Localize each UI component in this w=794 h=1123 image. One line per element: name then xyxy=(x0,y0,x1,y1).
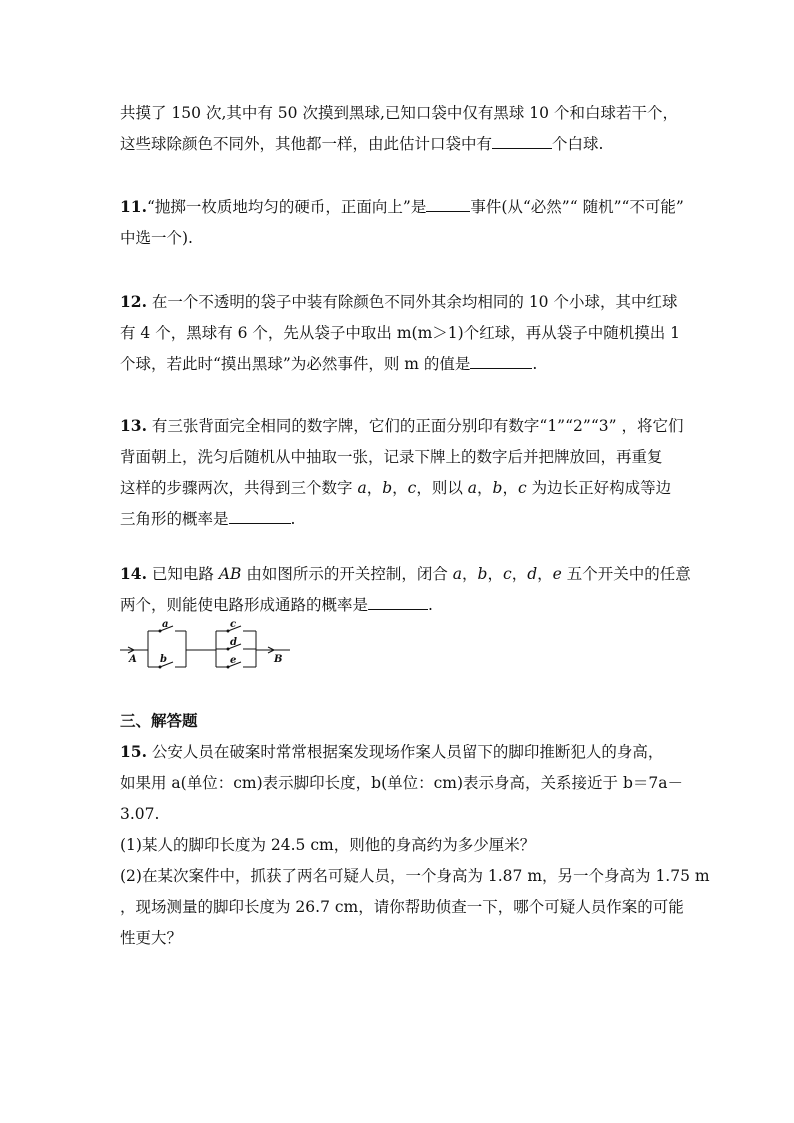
q11-line-1 xyxy=(120,197,684,217)
q13-line-2: 背面朝上，洗匀后随机从中抽取一张，记录下牌上的数字后并把牌放回，再重复 xyxy=(120,448,663,466)
var-b: b xyxy=(492,479,503,497)
label-e: e xyxy=(230,655,237,666)
q14-line-1 xyxy=(120,564,691,584)
var-c: c xyxy=(407,479,417,497)
var-a: a xyxy=(357,479,367,497)
label-d: d xyxy=(230,637,237,648)
answer-blank xyxy=(229,509,291,524)
label-a: a xyxy=(162,619,169,630)
q15-line-5: (2)在某次案件中，抓获了两名可疑人员，一个身高为 1.87 m，另一个身高为 1.75 m xyxy=(120,867,710,885)
q14-line-1-a: 已知电路 xyxy=(146,565,219,583)
separator: ， xyxy=(487,565,503,583)
q12-line-3-post: . xyxy=(532,355,538,373)
var-b: b xyxy=(382,479,393,497)
q14-line-2 xyxy=(120,595,433,615)
answer-blank xyxy=(470,354,532,369)
q13-line-3-c: 为边长正好构成等边 xyxy=(526,479,672,497)
question-number: 11. xyxy=(120,197,147,216)
q15-line-7: 性更大？ xyxy=(120,929,183,947)
question-number: 14. xyxy=(120,564,147,583)
q13-line-4 xyxy=(120,509,295,529)
question-number: 15. xyxy=(120,742,147,761)
var-b: b xyxy=(477,565,488,583)
label-A: A xyxy=(129,654,137,665)
q14-line-1-b: 由如图所示的开关控制，闭合 xyxy=(241,565,453,583)
q13-line-3-b: ，则以 xyxy=(416,479,468,497)
q10-line-1: 共摸了 150 次,其中有 50 次摸到黑球,已知口袋中仅有黑球 10 个和白球若干个， xyxy=(120,104,678,122)
q10-line-2 xyxy=(120,134,603,154)
q15-line-4: (1)某人的脚印长度为 24.5 cm，则他的身高约为多少厘米？ xyxy=(120,836,536,854)
q14-line-1-c: 五个开关中的任意 xyxy=(561,565,691,583)
separator: ， xyxy=(462,565,478,583)
label-c: c xyxy=(230,619,237,630)
answer-blank xyxy=(426,197,470,212)
q14-line-2-pre: 两个，则能使电路形成通路的概率是 xyxy=(120,596,369,614)
q10-line-2-pre: 这些球除颜色不同外，其他都一样，由此估计口袋中有 xyxy=(120,135,493,153)
q11-line-1-post: 事件(从“必然”“ 随机”“不可能” xyxy=(470,198,684,216)
separator: ， xyxy=(502,479,518,497)
q13-line-1-text: 有三张背面完全相同的数字牌，它们的正面分别印有数字“1”“2”“3” ，将它们 xyxy=(146,417,684,435)
separator: ， xyxy=(537,565,553,583)
q15-line-1-text: 公安人员在破案时常常根据案发现场作案人员留下的脚印推断犯人的身高， xyxy=(146,743,664,761)
separator: ， xyxy=(477,479,493,497)
separator: ， xyxy=(392,479,408,497)
label-b: b xyxy=(160,654,167,665)
var-ab: AB xyxy=(218,565,242,583)
q15-line-1 xyxy=(120,742,663,762)
var-c: c xyxy=(503,565,512,583)
q14-line-2-post: . xyxy=(428,596,433,614)
question-number: 13. xyxy=(120,416,147,435)
var-c: c xyxy=(518,479,527,497)
q15-line-2: 如果用 a(单位：cm)表示脚印长度，b(单位：cm)表示身高，关系接近于 b＝7a－ xyxy=(120,774,683,792)
q11-line-1-pre: “抛掷一枚质地均匀的硬币，正面向上”是 xyxy=(146,198,427,216)
q13-line-4-post: . xyxy=(290,510,296,528)
var-a: a xyxy=(452,565,463,583)
circuit-diagram xyxy=(118,618,298,676)
q15-line-3: 3.07. xyxy=(120,805,160,823)
q12-line-3-pre: 个球，若此时“摸出黑球”为必然事件，则 m 的值是 xyxy=(120,355,471,373)
var-e: e xyxy=(552,565,562,583)
q13-line-1 xyxy=(120,416,683,436)
separator: ， xyxy=(366,479,383,497)
var-d: d xyxy=(527,565,538,583)
q12-line-2: 有 4 个，黑球有 6 个，先从袋子中取出 m(m＞1)个红球，再从袋子中随机摸出 1 xyxy=(120,324,681,342)
answer-blank xyxy=(492,134,552,149)
q10-line-2-post: 个白球. xyxy=(552,135,604,153)
answer-blank xyxy=(368,595,428,610)
q13-line-3-a: 这样的步骤两次，共得到三个数字 xyxy=(120,479,358,497)
q13-line-4-pre: 三角形的概率是 xyxy=(120,510,229,528)
separator: ， xyxy=(511,565,528,583)
q12-line-1-text: 在一个不透明的袋子中装有除颜色不同外其余均相同的 10 个小球，其中红球 xyxy=(146,293,678,311)
switch-contact xyxy=(159,666,162,669)
q12-line-1 xyxy=(120,292,677,312)
section-title: 三、解答题 xyxy=(120,711,198,730)
q13-line-3 xyxy=(120,478,671,498)
q12-line-3 xyxy=(120,354,537,374)
q11-line-2: 中选一个). xyxy=(120,229,193,247)
label-B: B xyxy=(274,654,283,665)
question-number: 12. xyxy=(120,292,147,311)
q15-line-6: ，现场测量的脚印长度为 26.7 cm，请你帮助侦查一下，哪个可疑人员作案的可能 xyxy=(120,898,684,916)
var-a: a xyxy=(467,479,478,497)
